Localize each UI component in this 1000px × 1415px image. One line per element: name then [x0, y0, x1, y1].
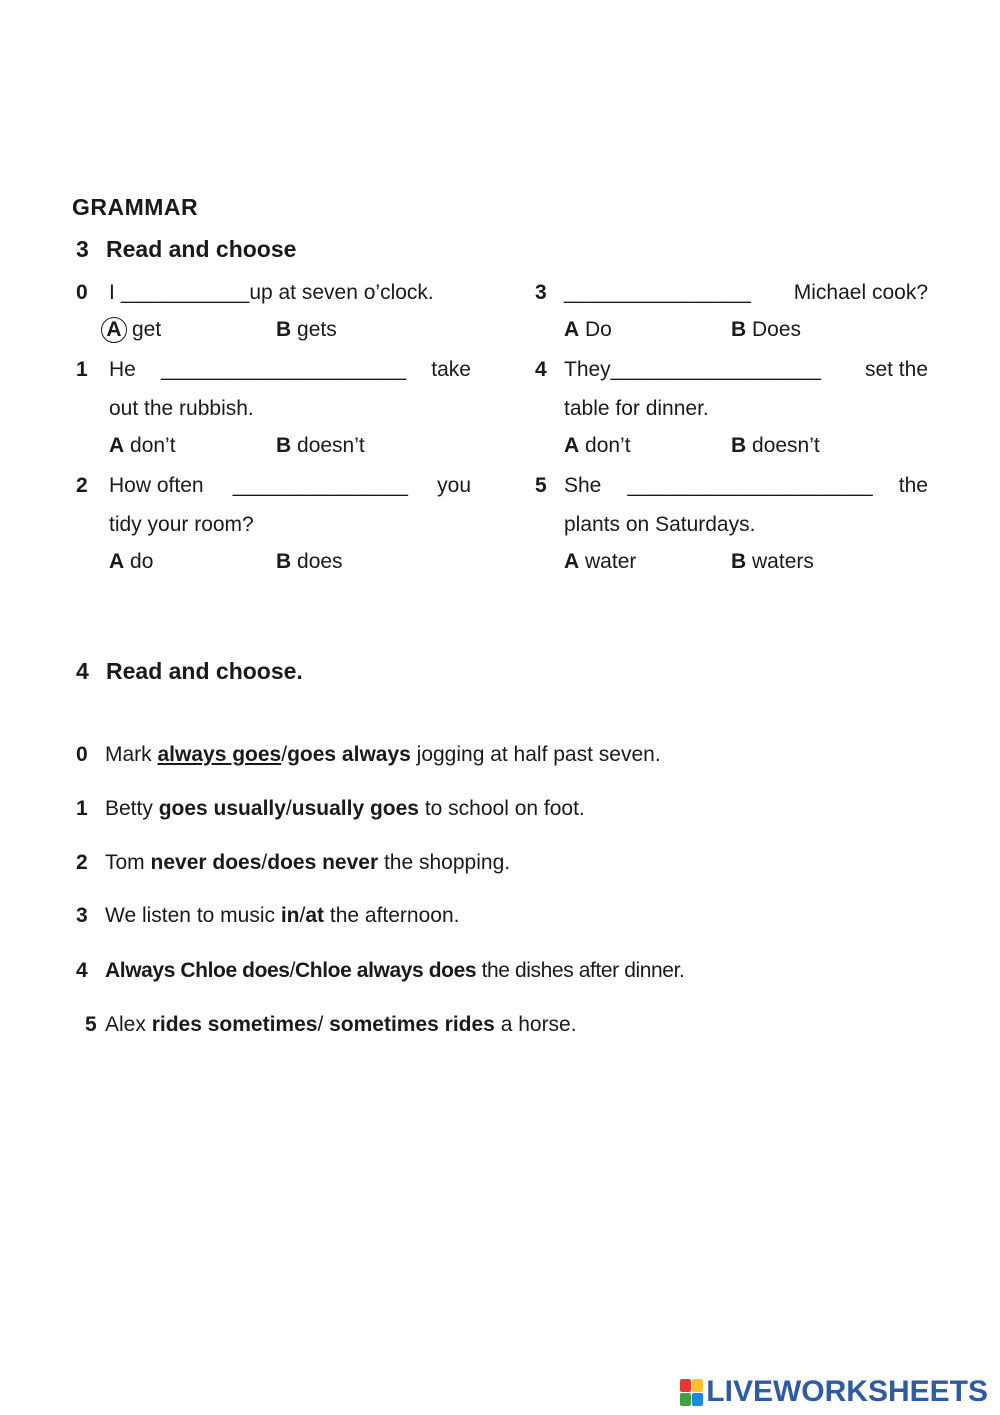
option-b[interactable]: [731, 312, 801, 348]
option-b-text: gets: [297, 318, 337, 341]
option-b[interactable]: [276, 312, 337, 348]
question-text: Michael cook?: [793, 281, 928, 304]
sentence-text: Mark: [105, 743, 158, 766]
answer-blank[interactable]: _______________: [232, 474, 408, 497]
sentence-number: 4: [76, 959, 88, 982]
option-b-letter: B: [731, 550, 747, 573]
logo-text: LIVEWORKSHEETS: [706, 1375, 988, 1408]
question-continuation: table for dinner.: [564, 397, 709, 420]
answer-blank[interactable]: _____________________: [160, 358, 407, 381]
sentence-text: We listen to music: [105, 904, 281, 927]
sentence-number: 2: [76, 851, 88, 874]
sentence-5: [85, 1013, 577, 1037]
option-a[interactable]: [564, 312, 612, 348]
option-a[interactable]: [109, 428, 176, 464]
option-a-letter: A: [564, 318, 580, 341]
logo-tile: [692, 1393, 703, 1406]
sentence-2: [76, 851, 510, 875]
question-3: [535, 273, 930, 353]
option-b-text: Does: [752, 318, 802, 341]
choice-option[interactable]: in: [280, 904, 300, 927]
option-a-letter: A: [109, 550, 125, 573]
question-number: 0: [76, 281, 88, 304]
question-0: [76, 273, 471, 353]
logo-tile: [680, 1393, 691, 1406]
circled-answer: A: [101, 317, 127, 343]
question-text: you: [437, 474, 471, 497]
sentence-text: Tom: [105, 851, 151, 874]
option-b[interactable]: [276, 428, 365, 464]
sentence-4: [76, 959, 684, 983]
choice-option[interactable]: Always Chloe does: [105, 959, 290, 982]
choice-option[interactable]: Chloe always does: [295, 959, 477, 982]
question-2: [76, 466, 471, 581]
choice-separator: /: [299, 904, 306, 927]
question-1: [76, 350, 471, 465]
option-a-letter: A: [109, 434, 125, 457]
option-a-text: don’t: [585, 434, 631, 457]
question-continuation: out the rubbish.: [109, 397, 254, 420]
answer-blank[interactable]: _____________________: [627, 474, 873, 497]
exercise-number: 4: [76, 658, 89, 684]
option-b-letter: B: [731, 318, 747, 341]
option-b-text: doesn’t: [752, 434, 820, 457]
option-a-text: don’t: [130, 434, 176, 457]
choice-option[interactable]: never does: [150, 851, 262, 874]
sentence-text: jogging at half past seven.: [410, 743, 661, 766]
exercise-number: 3: [76, 236, 89, 262]
logo-mark-icon: [680, 1379, 703, 1406]
choice-option[interactable]: goes usually: [158, 797, 286, 820]
exercise-title: Read and choose: [106, 236, 297, 262]
option-a-letter: A: [564, 434, 580, 457]
option-b[interactable]: [276, 544, 343, 580]
answer-blank[interactable]: ________________: [564, 281, 751, 304]
sentence-text: Betty: [105, 797, 159, 820]
choice-option[interactable]: rides sometimes: [151, 1013, 318, 1036]
choice-option[interactable]: usually goes: [291, 797, 419, 820]
question-text: take: [431, 358, 471, 381]
question-text: the: [898, 474, 928, 497]
question-4: [535, 350, 930, 465]
answer-blank[interactable]: ___________up at seven o’clock.: [120, 281, 434, 304]
answer-blank[interactable]: They__________________: [564, 358, 821, 381]
question-number: 2: [76, 474, 88, 497]
question-number: 4: [535, 358, 547, 381]
sentence-0: [76, 743, 661, 767]
exercise-3-heading: [76, 236, 296, 263]
question-5: [535, 466, 930, 581]
sentence-number: 3: [76, 904, 88, 927]
option-a-text: do: [130, 550, 154, 573]
question-number: 1: [76, 358, 88, 381]
sentence-number: 0: [76, 743, 88, 766]
option-b[interactable]: [731, 428, 820, 464]
choice-option[interactable]: at: [305, 904, 325, 927]
option-a[interactable]: [564, 544, 636, 580]
choice-separator: /: [289, 959, 296, 982]
option-a-text: Do: [585, 318, 612, 341]
choice-option[interactable]: sometimes rides: [329, 1013, 495, 1036]
option-b-letter: B: [276, 434, 292, 457]
question-text: He: [109, 358, 136, 381]
option-a[interactable]: [109, 544, 153, 580]
option-a-letter: A: [564, 550, 580, 573]
option-a-text: get: [132, 318, 162, 341]
option-a[interactable]: [564, 428, 631, 464]
section-title: GRAMMAR: [72, 194, 199, 220]
sentence-3: [76, 904, 459, 928]
question-text: How often: [109, 474, 204, 497]
exercise-4-heading: [76, 658, 303, 685]
sentence-1: [76, 797, 585, 821]
question-number: 3: [535, 281, 547, 304]
option-b-text: waters: [752, 550, 814, 573]
question-text: She: [564, 474, 602, 497]
question-text: set the: [864, 358, 928, 381]
sentence-text: Alex: [105, 1013, 152, 1036]
option-a[interactable]: [106, 312, 162, 348]
logo-tile: [692, 1379, 703, 1392]
option-b[interactable]: [731, 544, 814, 580]
sentence-text: a horse.: [494, 1013, 577, 1036]
option-b-letter: B: [276, 318, 292, 341]
option-b-text: doesn’t: [297, 434, 365, 457]
sentence-number: 5: [85, 1013, 97, 1036]
choice-separator: /: [317, 1013, 330, 1036]
liveworksheets-logo: [680, 1376, 988, 1408]
choice-separator: /: [281, 743, 288, 766]
sentence-text: the afternoon.: [324, 904, 460, 927]
sentence-text: to school on foot.: [418, 797, 585, 820]
choice-separator: /: [285, 797, 292, 820]
question-text: I: [109, 281, 115, 304]
question-continuation: tidy your room?: [109, 513, 254, 536]
sentence-number: 1: [76, 797, 88, 820]
choice-option-selected[interactable]: always goes: [157, 743, 282, 766]
choice-option[interactable]: goes always: [287, 743, 411, 766]
logo-tile: [680, 1379, 691, 1392]
sentence-text: the dishes after dinner.: [476, 959, 685, 982]
option-b-text: does: [297, 550, 343, 573]
exercise-title: Read and choose.: [106, 658, 303, 684]
option-b-letter: B: [276, 550, 292, 573]
option-b-letter: B: [731, 434, 747, 457]
option-a-text: water: [585, 550, 637, 573]
choice-separator: /: [261, 851, 268, 874]
question-continuation: plants on Saturdays.: [564, 513, 756, 536]
question-number: 5: [535, 474, 547, 497]
choice-option[interactable]: does never: [267, 851, 379, 874]
sentence-text: the shopping.: [378, 851, 511, 874]
